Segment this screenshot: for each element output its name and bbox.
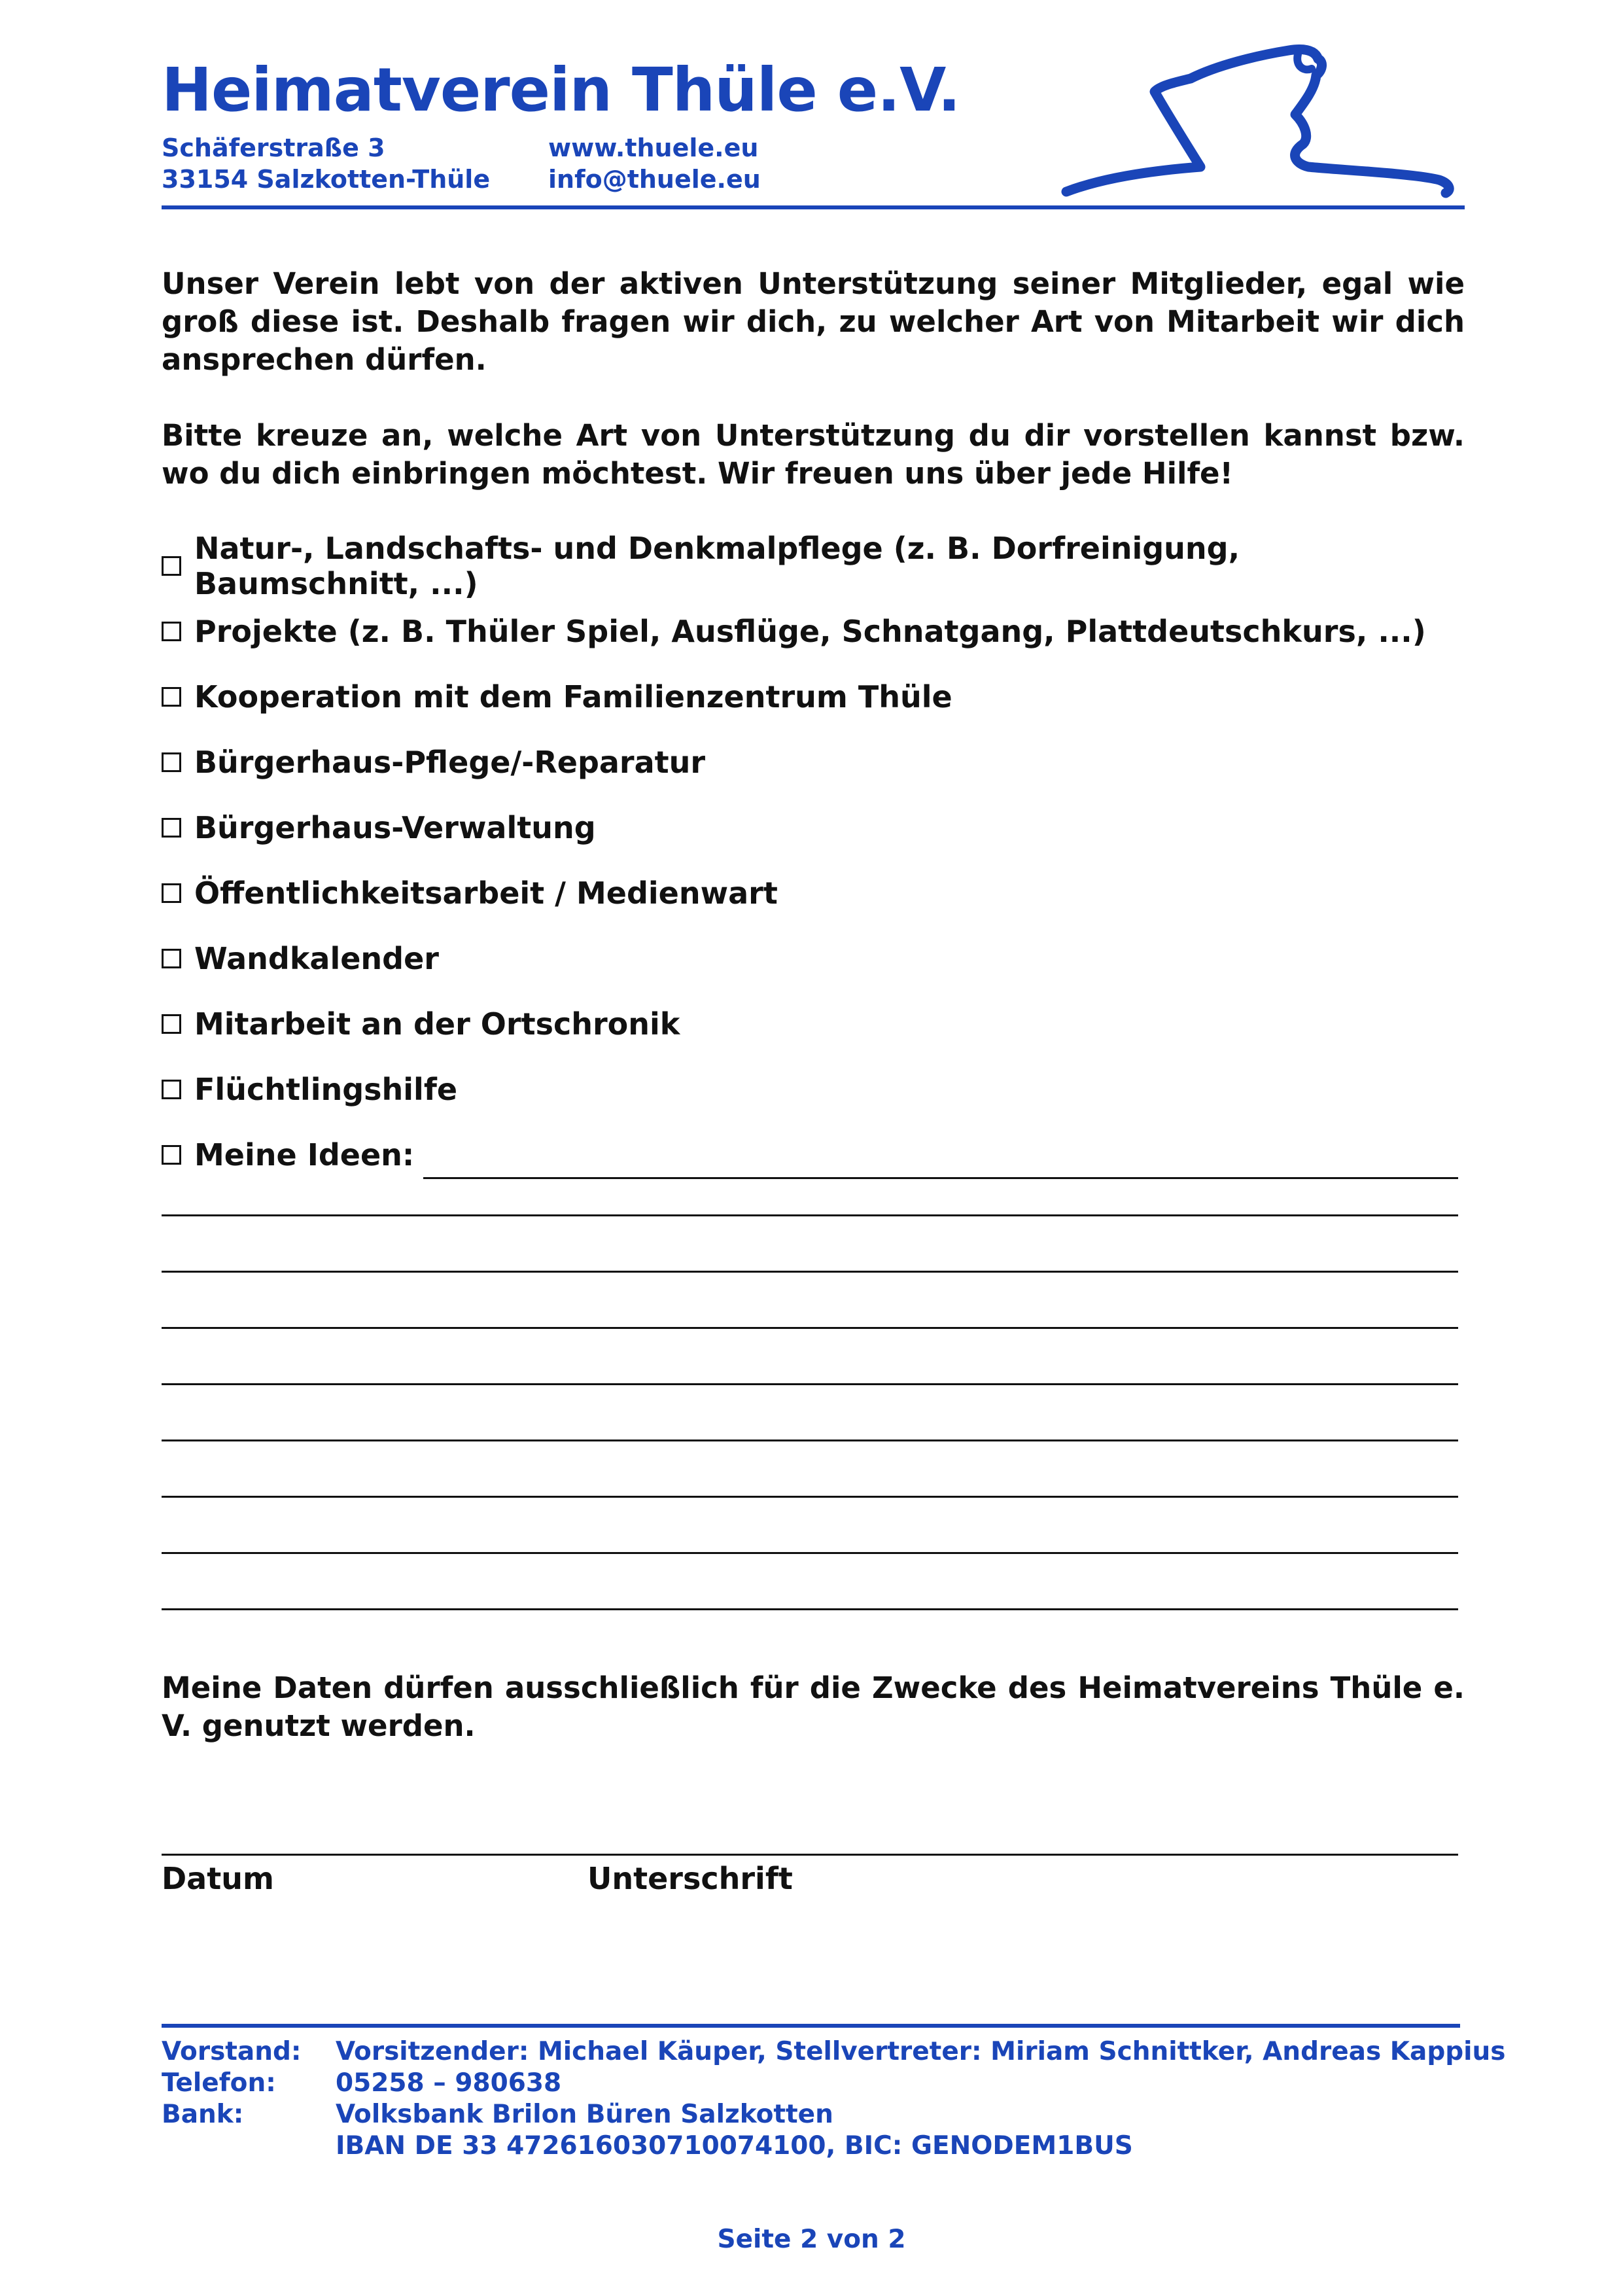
- ideas-writing-line[interactable]: [162, 1608, 1458, 1610]
- support-options-list: [162, 533, 1465, 1188]
- ideas-writing-line[interactable]: [162, 1327, 1458, 1329]
- footer-bank-row: [162, 2099, 1506, 2130]
- bank-label: Bank:: [162, 2100, 244, 2129]
- heimatverein-logo: [1047, 36, 1472, 209]
- bank-value: Volksbank Brilon Büren Salzkotten: [336, 2100, 833, 2129]
- organization-name: Heimatverein Thüle e.V.: [162, 55, 960, 125]
- checkbox-community-house-admin[interactable]: [162, 818, 181, 838]
- footer-divider: [162, 2024, 1460, 2028]
- option-projects: [162, 599, 1465, 664]
- city-address: 33154 Salzkotten-Thüle: [162, 165, 491, 194]
- ideas-writing-line[interactable]: [162, 1496, 1458, 1498]
- option-community-house-admin: [162, 795, 1465, 860]
- checkbox-local-chronicle[interactable]: [162, 1014, 181, 1034]
- checkbox-projects[interactable]: [162, 622, 181, 641]
- checkbox-family-center[interactable]: [162, 687, 181, 707]
- contact-info: [548, 132, 761, 195]
- footer-phone-row: [162, 2068, 1506, 2099]
- footer-info: [162, 2036, 1506, 2162]
- phone-value: 05258 – 980638: [336, 2068, 562, 2098]
- footer-iban-row: [162, 2130, 1506, 2162]
- email-link[interactable]: info@thuele.eu: [548, 165, 761, 194]
- phone-label: Telefon:: [162, 2068, 276, 2098]
- option-wall-calendar: [162, 926, 1465, 991]
- page-number: Seite 2 von 2: [717, 2225, 906, 2254]
- option-label: Natur-, Landschafts- und Denkmalpflege (z. B. Dorfreinigung, Baumschnitt, ...): [194, 531, 1240, 601]
- board-value: Vorsitzender: Michael Käuper, Stellvertreter: Miriam Schnittker, Andreas Kappius: [336, 2037, 1506, 2066]
- option-label: Mitarbeit an der Ortschronik: [194, 1006, 680, 1042]
- option-public-relations: [162, 860, 1465, 926]
- signature-line[interactable]: [162, 1854, 1458, 1856]
- option-own-ideas: [162, 1122, 1465, 1188]
- date-label: Datum: [162, 1861, 274, 1896]
- website-link[interactable]: www.thuele.eu: [548, 133, 759, 162]
- option-label: Meine Ideen:: [194, 1137, 415, 1173]
- option-local-chronicle: [162, 991, 1465, 1057]
- checkbox-community-house-care[interactable]: [162, 752, 181, 772]
- option-nature-care: [162, 533, 1465, 599]
- ideas-input-line[interactable]: [423, 1155, 1458, 1179]
- ideas-writing-line[interactable]: [162, 1271, 1458, 1273]
- option-label: Projekte (z. B. Thüler Spiel, Ausflüge, Schnatgang, Plattdeutschkurs, ...): [194, 614, 1426, 649]
- checkbox-nature-care[interactable]: [162, 556, 181, 576]
- checkbox-refugee-aid[interactable]: [162, 1080, 181, 1099]
- checkbox-own-ideas[interactable]: [162, 1145, 181, 1165]
- iban-value: IBAN DE 33 472616030710074100, BIC: GENODEM1BUS: [336, 2131, 1133, 2161]
- signature-label: Unterschrift: [587, 1861, 793, 1896]
- postal-address: [162, 132, 490, 195]
- option-label: Kooperation mit dem Familienzentrum Thüle: [194, 679, 952, 715]
- ideas-writing-line[interactable]: [162, 1439, 1458, 1441]
- option-label: Bürgerhaus-Pflege/-Reparatur: [194, 745, 706, 780]
- ideas-writing-line[interactable]: [162, 1383, 1458, 1385]
- checkbox-public-relations[interactable]: [162, 883, 181, 903]
- option-refugee-aid: [162, 1057, 1465, 1122]
- checkbox-wall-calendar[interactable]: [162, 949, 181, 968]
- street-address: Schäferstraße 3: [162, 133, 385, 162]
- board-label: Vorstand:: [162, 2037, 302, 2066]
- option-label: Flüchtlingshilfe: [194, 1072, 458, 1107]
- option-family-center: [162, 664, 1465, 730]
- footer-board-row: [162, 2036, 1506, 2068]
- ideas-writing-line[interactable]: [162, 1214, 1458, 1216]
- instruction-paragraph: Bitte kreuze an, welche Art von Unterstützung du dir vorstellen kannst bzw. wo du dich einbringen möchtest. Wir freuen uns über jede Hilfe!: [162, 418, 1465, 491]
- ideas-writing-line[interactable]: [162, 1552, 1458, 1554]
- option-label: Wandkalender: [194, 941, 439, 976]
- header-divider: [162, 205, 1465, 209]
- option-label: Bürgerhaus-Verwaltung: [194, 810, 596, 845]
- option-label: Öffentlichkeitsarbeit / Medienwart: [194, 875, 778, 911]
- intro-paragraph: Unser Verein lebt von der aktiven Unterstützung seiner Mitglieder, egal wie groß diese ist. Deshalb fragen wir dich, zu welcher Art von Mitarbeit wir dich ansprechen dürfen.: [162, 266, 1465, 377]
- option-community-house-care: [162, 730, 1465, 795]
- data-consent-text: Meine Daten dürfen ausschließlich für die Zwecke des Heimatvereins Thüle e. V. genutzt werden.: [162, 1670, 1465, 1743]
